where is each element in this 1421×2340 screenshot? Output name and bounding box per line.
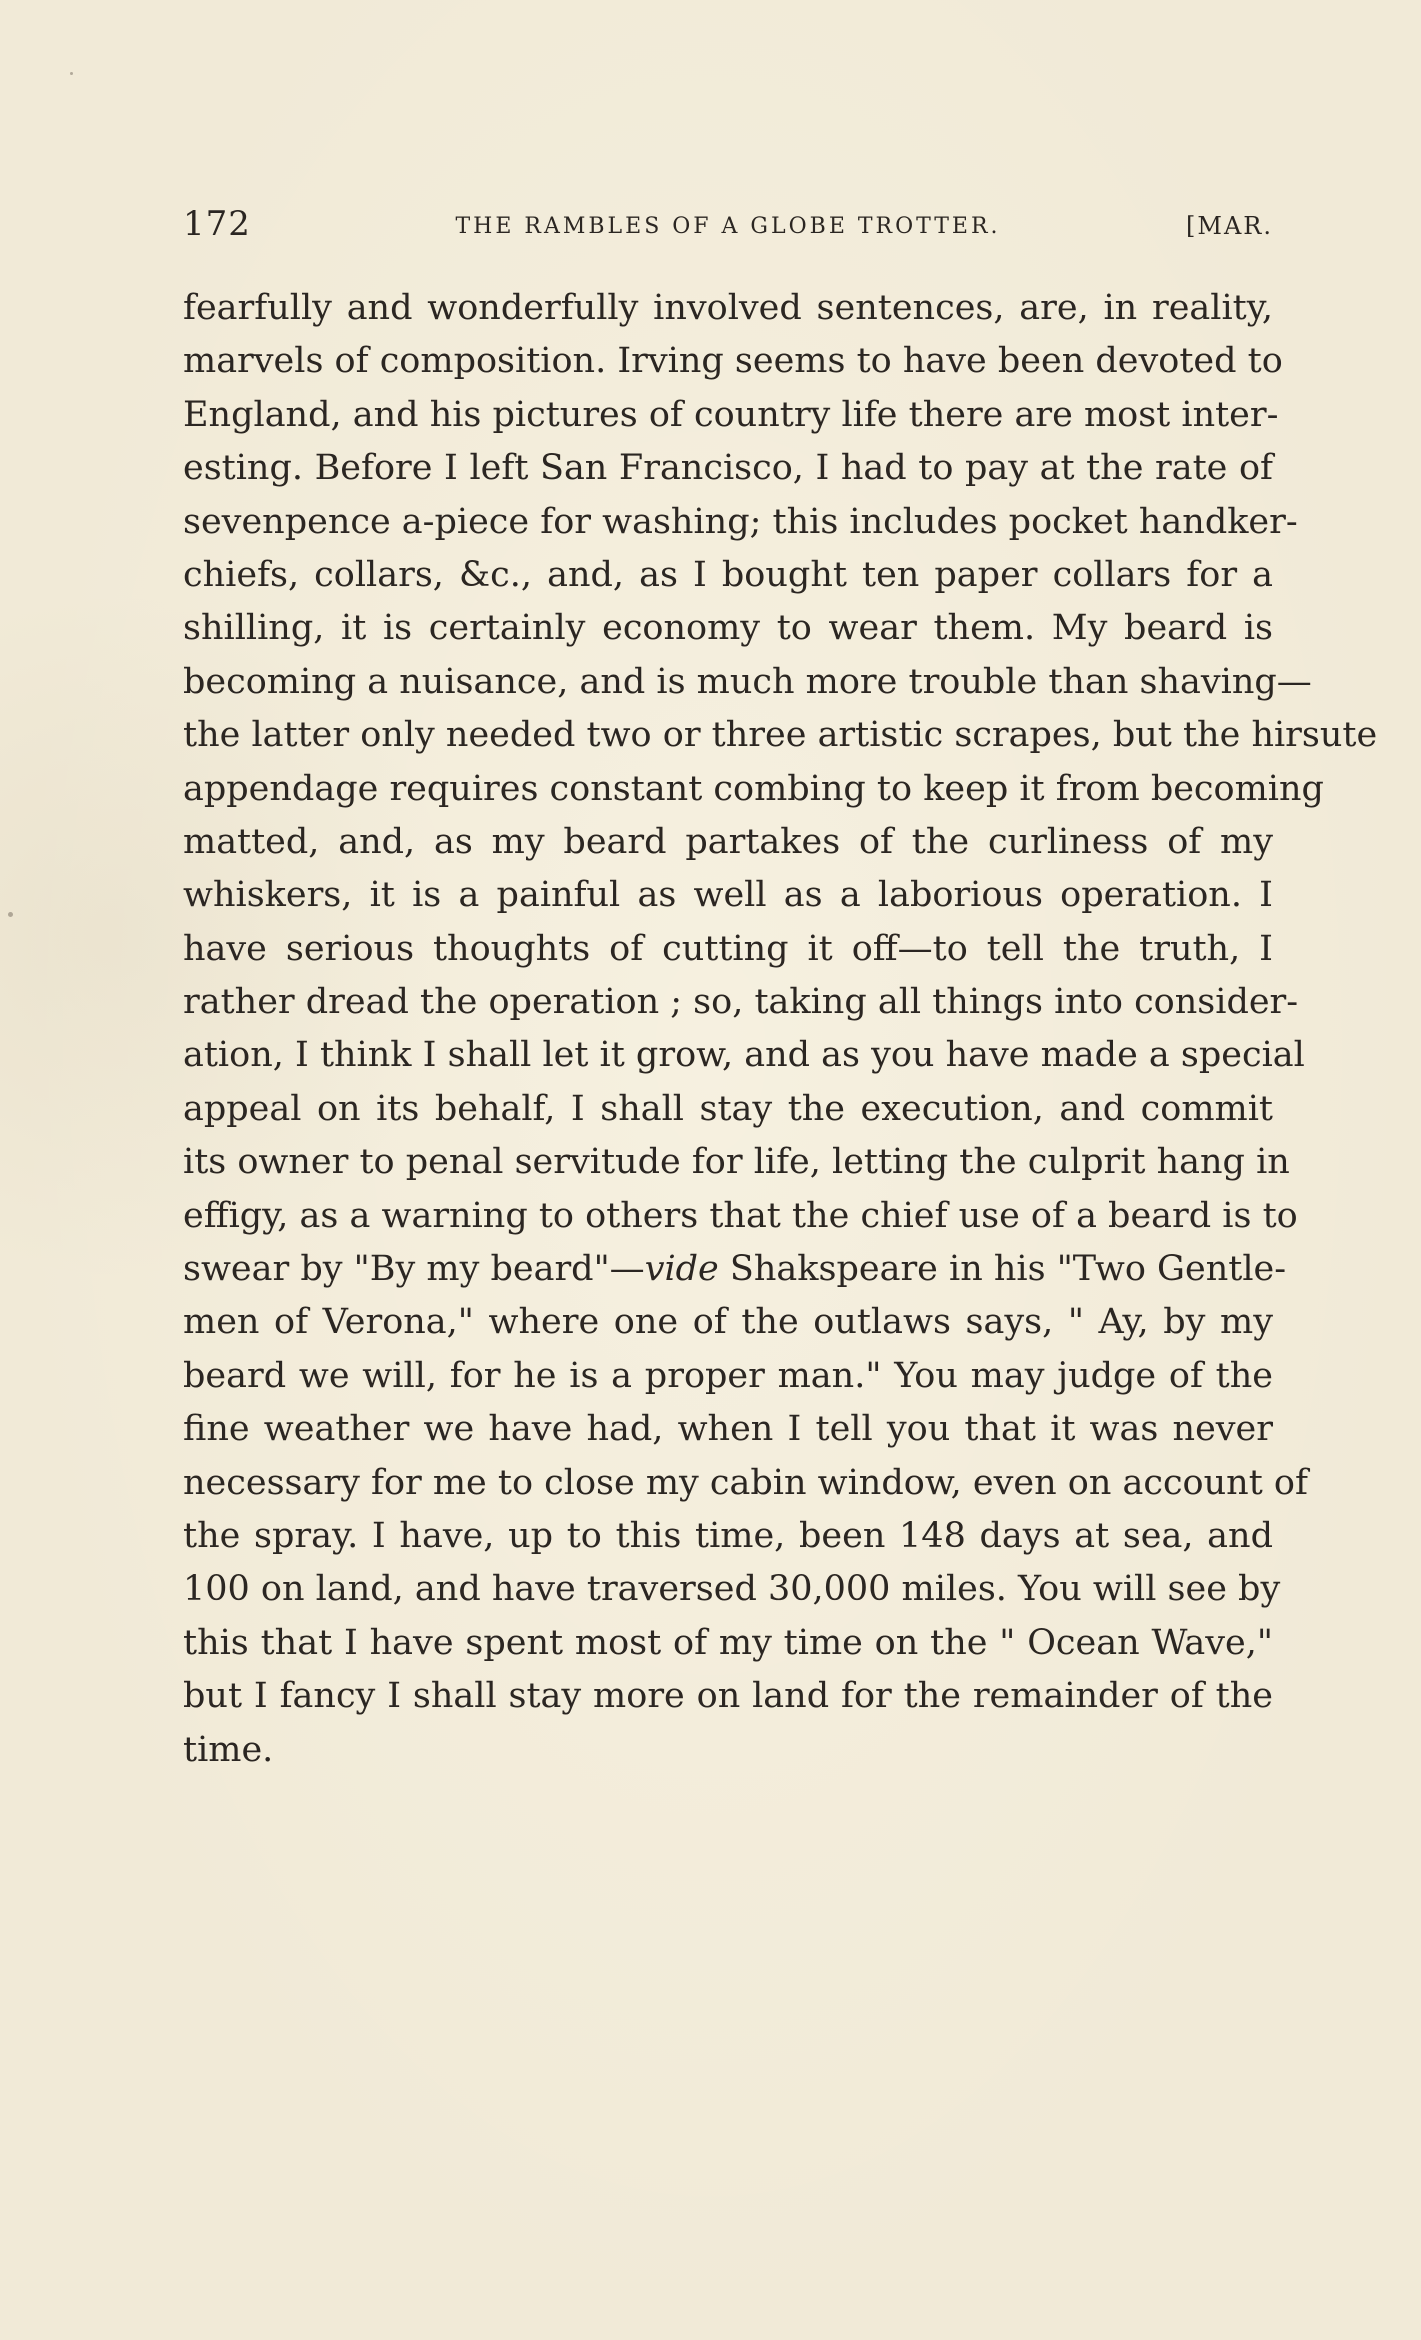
text-line: becoming a nuisance, and is much more trouble than shaving—: [183, 661, 1312, 702]
text-line: 100 on land, and have traversed 30,000 miles. You will see by: [183, 1569, 1281, 1610]
text-line: marvels of composition. Irving seems to have been devoted to: [183, 341, 1283, 382]
text-line: effigy, as a warning to others that the chief use of a beard is to: [183, 1195, 1298, 1236]
running-month: [MAR.: [1186, 212, 1273, 240]
text-line: but I fancy I shall stay more on land for the remainder of the: [183, 1676, 1273, 1717]
text-line-with-italic: [183, 1243, 1287, 1296]
text-line: matted, and, as my beard partakes of the curliness of my: [183, 821, 1273, 862]
text-line-last: time.: [183, 1729, 274, 1770]
text-line: shilling, it is certainly economy to wear them. My beard is: [183, 608, 1273, 649]
text-line: beard we will, for he is a proper man." You may judge of the: [183, 1355, 1273, 1396]
running-head: [183, 200, 1273, 250]
page-number: 172: [183, 204, 251, 244]
paper-speck: [70, 72, 73, 75]
text-line: fearfully and wonderfully involved sentences, are, in reality,: [183, 288, 1273, 328]
text-line: the spray. I have, up to this time, been 148 days at sea, and: [183, 1515, 1273, 1556]
body-text: [183, 282, 1378, 1777]
text-line: esting. Before I left San Francisco, I had to pay at the rate of: [183, 448, 1273, 489]
text-line: appendage requires constant combing to keep it from becoming: [183, 768, 1324, 809]
text-line: chiefs, collars, &c., and, as I bought ten paper collars for a: [183, 554, 1273, 595]
paper-speck: [8, 912, 13, 917]
text-line: its owner to penal servitude for life, letting the culprit hang in: [183, 1142, 1290, 1183]
text-line: have serious thoughts of cutting it off—to tell the truth, I: [183, 928, 1273, 969]
text-line: sevenpence a-piece for washing; this includes pocket handker-: [183, 501, 1298, 542]
italic-word: vide: [644, 1249, 719, 1290]
running-title: THE RAMBLES OF A GLOBE TROTTER.: [455, 214, 1001, 239]
text-line: appeal on its behalf, I shall stay the execution, and commit: [183, 1088, 1273, 1129]
text-line: necessary for me to close my cabin window, even on account of: [183, 1462, 1308, 1503]
text-line: whiskers, it is a painful as well as a laborious operation. I: [183, 875, 1273, 916]
text-line: men of Verona," where one of the outlaws says, " Ay, by my: [183, 1302, 1273, 1343]
text-line: rather dread the operation ; so, taking all things into consider-: [183, 982, 1299, 1023]
text-segment: swear by "By my beard"—: [183, 1249, 645, 1290]
text-line: the latter only needed two or three artistic scrapes, but the hirsute: [183, 715, 1378, 756]
text-line: England, and his pictures of country life there are most inter-: [183, 394, 1279, 435]
text-line: this that I have spent most of my time on the " Ocean Wave,": [183, 1622, 1273, 1663]
text-line: ation, I think I shall let it grow, and as you have made a special: [183, 1035, 1305, 1076]
text-segment: Shakspeare in his "Two Gentle-: [718, 1249, 1287, 1290]
text-line: fine weather we have had, when I tell you that it was never: [183, 1409, 1273, 1450]
